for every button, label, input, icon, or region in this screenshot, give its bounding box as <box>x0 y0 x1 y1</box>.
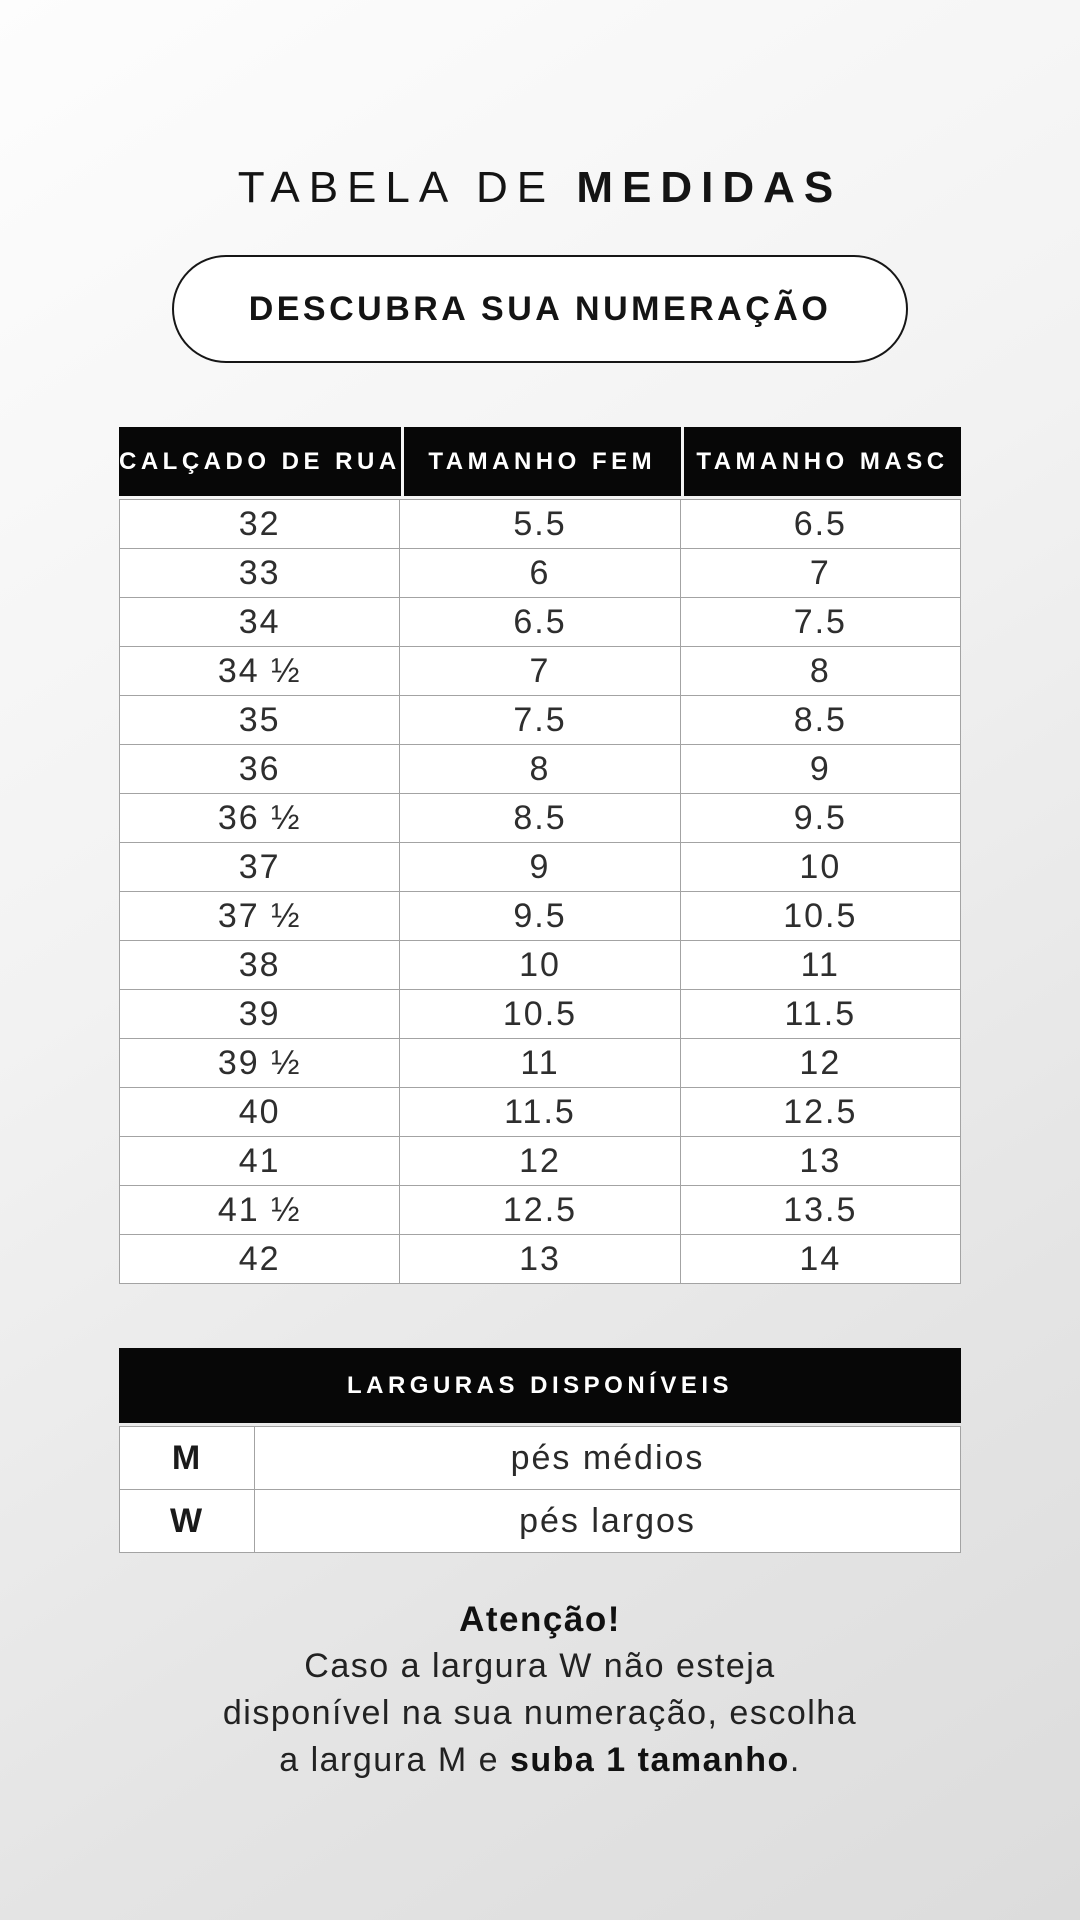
size-cell: 6.5 <box>680 500 960 549</box>
size-cell: 8 <box>400 745 680 794</box>
size-cell: 11 <box>400 1039 680 1088</box>
size-cell: 7.5 <box>400 696 680 745</box>
size-cell: 10 <box>400 941 680 990</box>
size-cell: 35 <box>120 696 400 745</box>
size-cell: 34 <box>120 598 400 647</box>
table-row <box>120 843 961 892</box>
table-row <box>120 745 961 794</box>
attention-note-line3: a largura M e suba 1 tamanho. <box>279 1741 801 1779</box>
attention-note-bold: suba 1 tamanho <box>509 1741 790 1779</box>
size-cell: 42 <box>120 1235 400 1284</box>
width-options-table <box>119 1348 961 1553</box>
size-cell: 12.5 <box>680 1088 960 1137</box>
table-row <box>120 990 961 1039</box>
size-cell: 37 <box>120 843 400 892</box>
size-cell: 8.5 <box>680 696 960 745</box>
size-cell: 9.5 <box>400 892 680 941</box>
table-row <box>120 1186 961 1235</box>
size-cell: 10 <box>680 843 960 892</box>
size-cell: 40 <box>120 1088 400 1137</box>
table-row <box>120 1137 961 1186</box>
table-row <box>120 941 961 990</box>
table-row <box>120 892 961 941</box>
table-row <box>120 549 961 598</box>
size-cell: 13 <box>680 1137 960 1186</box>
size-cell: 37 ½ <box>120 892 400 941</box>
size-cell: 12 <box>400 1137 680 1186</box>
size-cell: 41 <box>120 1137 400 1186</box>
size-cell: 13 <box>400 1235 680 1284</box>
size-cell: 10.5 <box>400 990 680 1039</box>
size-table-grid <box>119 499 961 1284</box>
table-row <box>120 647 961 696</box>
width-table-grid <box>119 1426 961 1553</box>
page-title-light: TABELA DE <box>237 163 577 212</box>
size-cell: 36 <box>120 745 400 794</box>
attention-note <box>0 1596 1080 1784</box>
size-cell: 13.5 <box>680 1186 960 1235</box>
size-cell: 34 ½ <box>120 647 400 696</box>
table-row <box>120 1039 961 1088</box>
size-cell: 7 <box>680 549 960 598</box>
table-row <box>120 794 961 843</box>
size-cell: 36 ½ <box>120 794 400 843</box>
discover-size-button[interactable] <box>172 255 908 363</box>
size-cell: 8 <box>680 647 960 696</box>
size-cell: 9 <box>680 745 960 794</box>
size-cell: 12.5 <box>400 1186 680 1235</box>
table-row <box>120 500 961 549</box>
attention-note-line2: disponível na sua numeração, escolha <box>222 1694 858 1732</box>
size-cell: 5.5 <box>400 500 680 549</box>
size-table-header <box>119 427 961 496</box>
size-cell: 32 <box>120 500 400 549</box>
size-cell: 6 <box>400 549 680 598</box>
attention-note-line1: Caso a largura W não esteja <box>304 1647 776 1685</box>
size-cell: 33 <box>120 549 400 598</box>
width-description-cell: pés médios <box>255 1427 961 1490</box>
size-cell: 14 <box>680 1235 960 1284</box>
size-cell: 39 ½ <box>120 1039 400 1088</box>
size-table-header-fem: TAMANHO FEM <box>404 427 681 496</box>
size-cell: 11.5 <box>400 1088 680 1137</box>
table-row <box>120 1490 961 1553</box>
page-title-bold: MEDIDAS <box>576 163 843 212</box>
size-cell: 9 <box>400 843 680 892</box>
size-cell: 39 <box>120 990 400 1039</box>
table-row <box>120 1088 961 1137</box>
discover-size-button-label: DESCUBRA SUA NUMERAÇÃO <box>248 289 832 328</box>
width-code-cell: M <box>120 1427 255 1490</box>
width-description-cell: pés largos <box>255 1490 961 1553</box>
table-row <box>120 598 961 647</box>
attention-note-title: Atenção! <box>459 1600 621 1639</box>
table-row <box>120 696 961 745</box>
size-conversion-table <box>119 427 961 1284</box>
size-cell: 7.5 <box>680 598 960 647</box>
size-cell: 9.5 <box>680 794 960 843</box>
table-row <box>120 1235 961 1284</box>
page-title <box>0 163 1080 213</box>
size-cell: 6.5 <box>400 598 680 647</box>
size-cell: 7 <box>400 647 680 696</box>
size-cell: 10.5 <box>680 892 960 941</box>
size-cell: 41 ½ <box>120 1186 400 1235</box>
size-cell: 8.5 <box>400 794 680 843</box>
size-cell: 38 <box>120 941 400 990</box>
size-cell: 11 <box>680 941 960 990</box>
size-table-header-street: CALÇADO DE RUA <box>119 427 401 496</box>
table-row <box>120 1427 961 1490</box>
size-cell: 11.5 <box>680 990 960 1039</box>
size-table-header-masc: TAMANHO MASC <box>684 427 961 496</box>
size-cell: 12 <box>680 1039 960 1088</box>
width-table-header: LARGURAS DISPONÍVEIS <box>119 1348 961 1423</box>
width-code-cell: W <box>120 1490 255 1553</box>
